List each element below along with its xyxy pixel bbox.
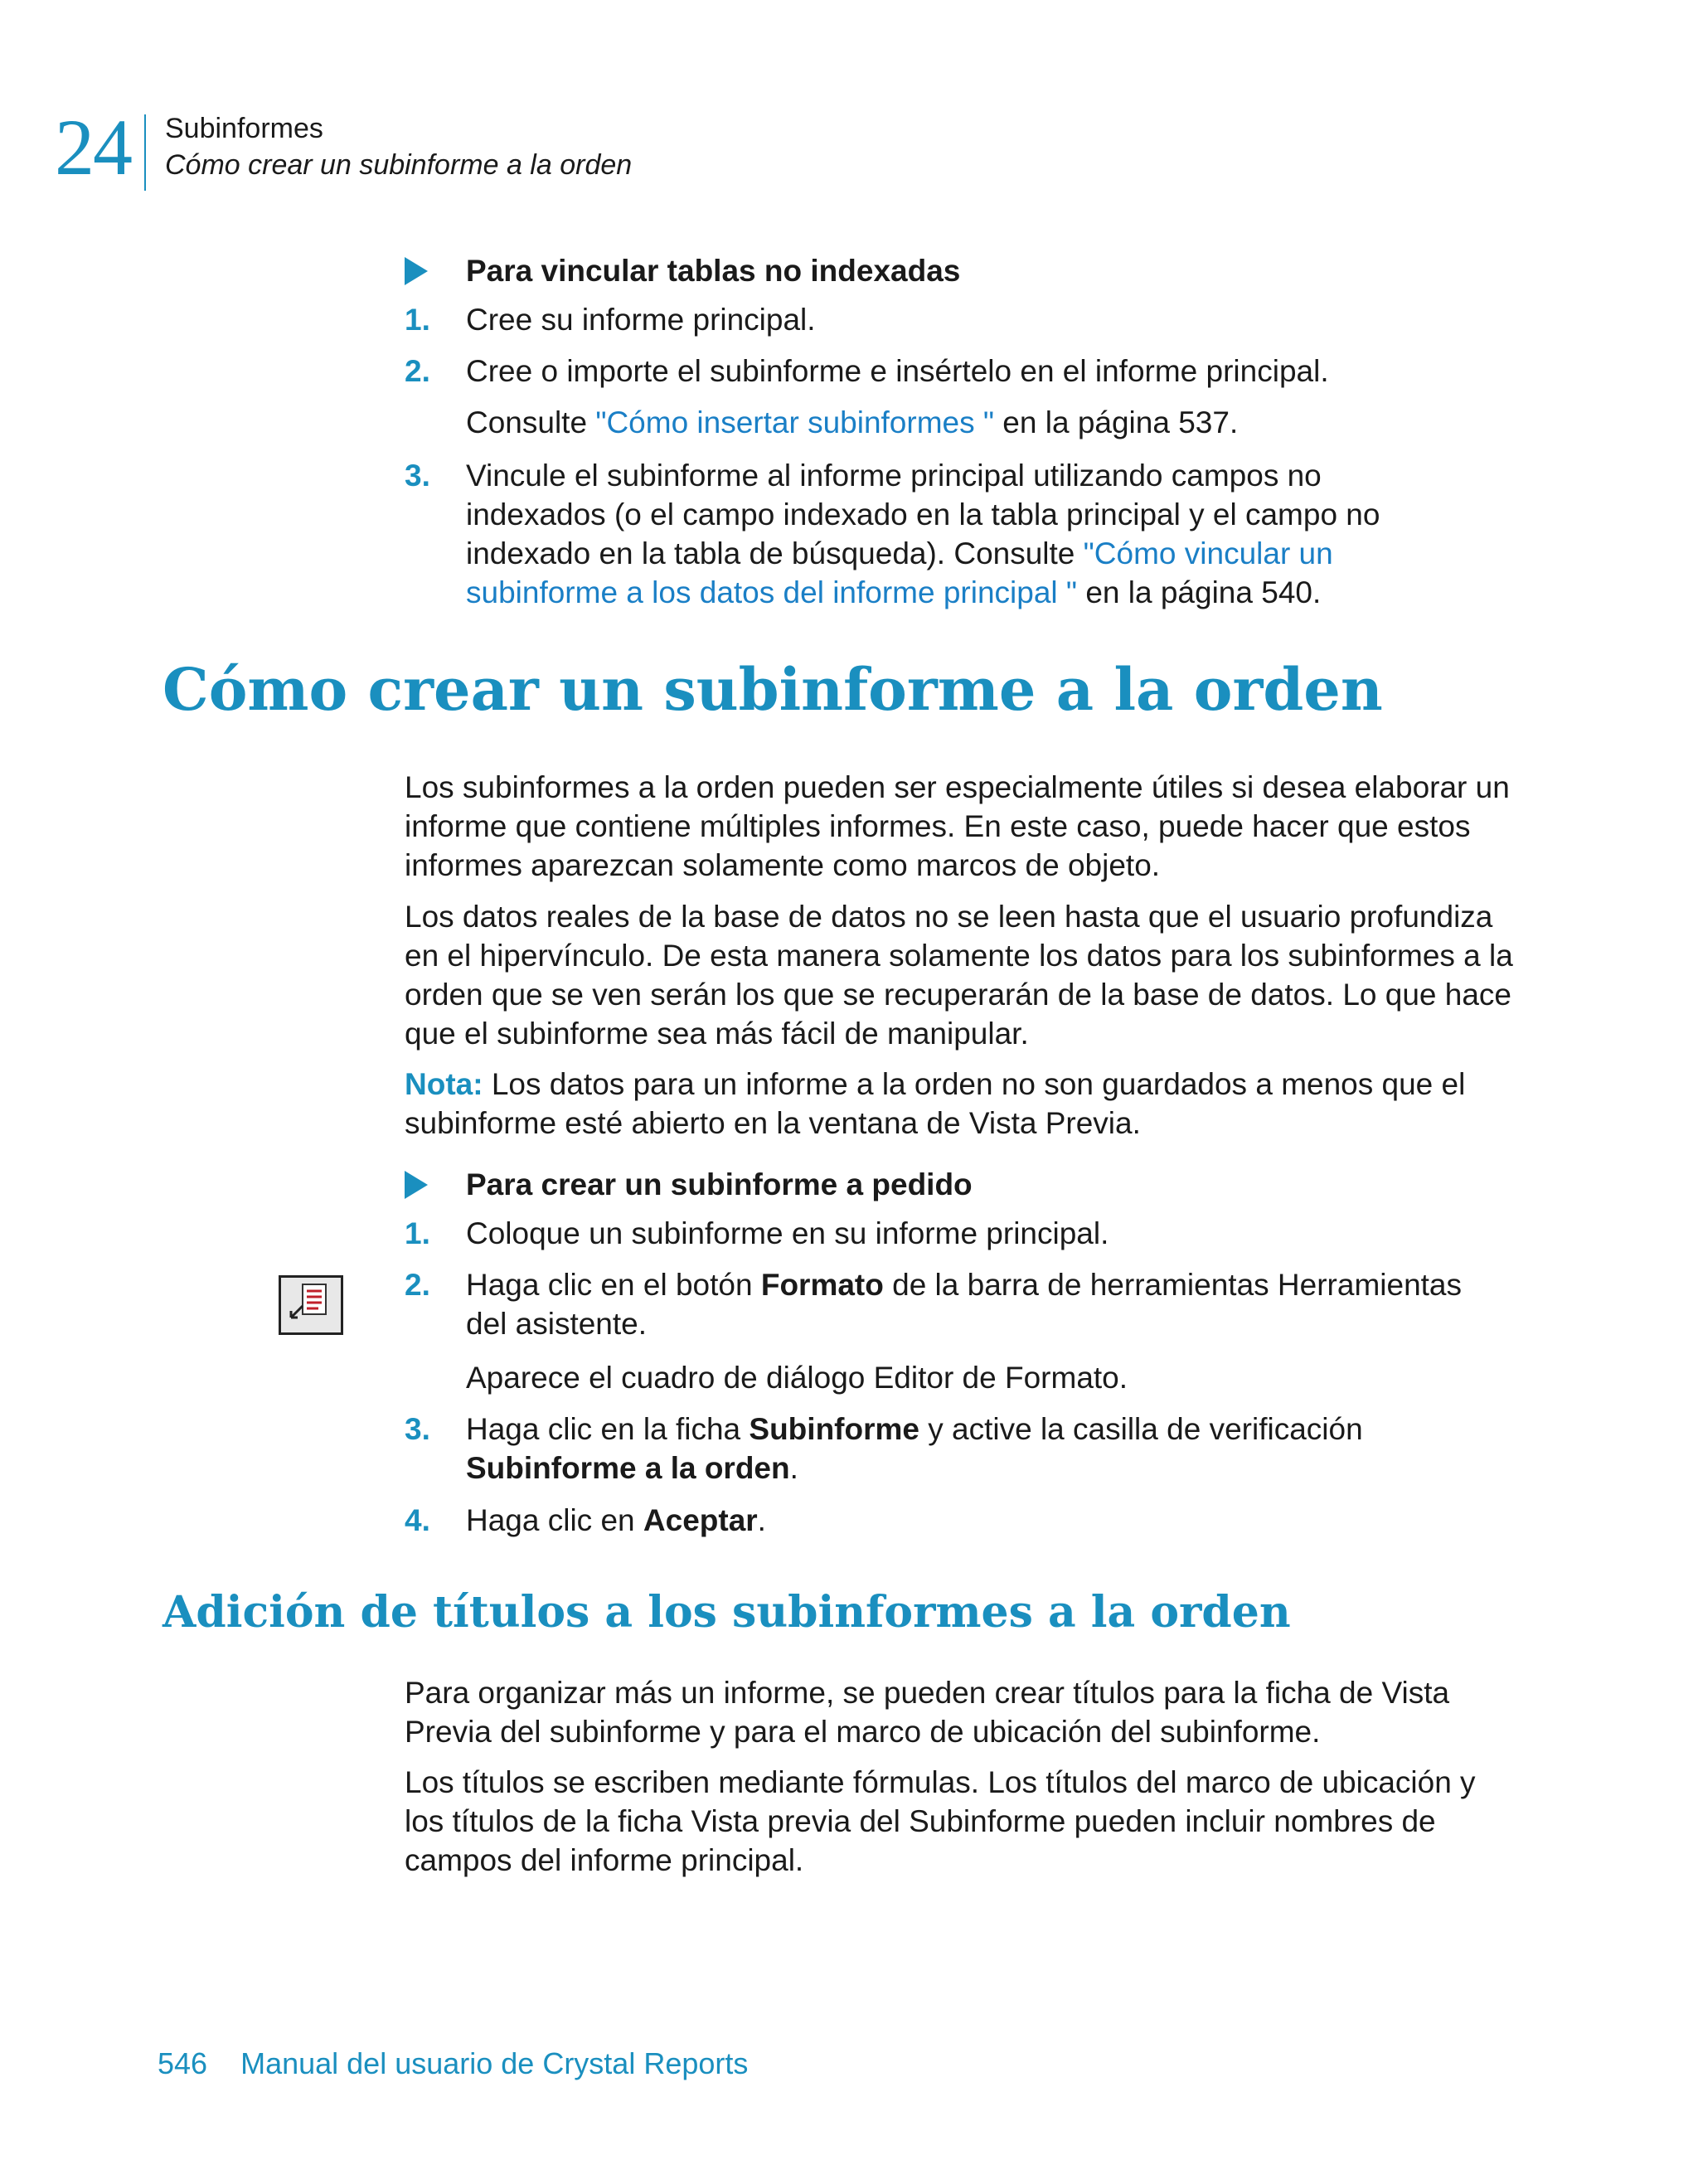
body-text — [405, 1763, 1516, 1880]
step-text: Coloque un subinforme en su informe principal. — [466, 1216, 1109, 1250]
step-text-part: . — [757, 1503, 766, 1537]
step-item — [405, 1265, 1516, 1343]
arrow-right-icon — [405, 257, 428, 285]
step-number: 3. — [405, 1412, 430, 1446]
step-text — [466, 1265, 1494, 1343]
step-text-part: . — [789, 1451, 798, 1485]
step-text — [466, 1410, 1461, 1488]
step-number: 1. — [405, 1216, 430, 1250]
cross-reference — [466, 403, 1238, 442]
paragraph: Los títulos se escriben mediante fórmulas. Los títulos del marco de ubicación y los títulos de la ficha Vista previa del Subinforme pueden incluir nombres de campos del informe principal. — [405, 1765, 1476, 1877]
paragraph: Para organizar más un informe, se pueden crear títulos para la ficha de Vista Previa del subinforme y para el marco de ubicación del subinforme. — [405, 1676, 1450, 1749]
body-text — [405, 768, 1516, 885]
subsection-heading: Adición de títulos a los subinformes a la orden — [163, 1587, 1291, 1638]
step-number: 1. — [405, 303, 430, 337]
reference-suffix: en la página 537. — [994, 405, 1239, 439]
paragraph: Los datos reales de la base de datos no se leen hasta que el usuario profundiza en el hipervínculo. De esta manera solamente los datos para los subinformes a la orden que se ven serán los que se recuperarán de la base de datos. Lo que hace que el subinforme sea más fácil de manipular. — [405, 900, 1513, 1051]
header-divider — [144, 114, 146, 191]
ui-term: Formato — [760, 1268, 884, 1302]
arrow-right-icon — [405, 1171, 428, 1199]
body-text — [405, 897, 1516, 1053]
section-title: Cómo crear un subinforme a la orden — [165, 149, 633, 181]
reference-prefix: Consulte — [466, 405, 596, 439]
page-footer — [158, 2046, 748, 2081]
procedure-heading — [405, 1167, 973, 1202]
step-number: 3. — [405, 459, 430, 493]
format-editor-icon — [279, 1275, 343, 1335]
step-text-part: en la página 540. — [1077, 575, 1322, 609]
step-number: 2. — [405, 354, 430, 388]
step-number: 2. — [405, 1268, 430, 1302]
step-item — [405, 352, 1516, 391]
step-text-part: Vincule el subinforme al informe principal utilizando campos no indexados (o el campo indexado en la tabla principal y el campo no indexado en la tabla de búsqueda). Consulte — [466, 459, 1380, 570]
step-number: 4. — [405, 1503, 430, 1537]
paragraph: Los subinformes a la orden pueden ser especialmente útiles si desea elaborar un informe que contiene múltiples informes. En este caso, puede hacer que estos informes aparezcan solamente como marcos de objeto. — [405, 770, 1510, 882]
ui-term: Subinforme — [749, 1412, 919, 1446]
step-result: Aparece el cuadro de diálogo Editor de Formato. — [466, 1361, 1128, 1395]
page-number: 546 — [158, 2046, 208, 2080]
step-text-part: y active la casilla de verificación — [919, 1412, 1363, 1446]
step-text — [466, 456, 1461, 612]
note-label: Nota: — [405, 1067, 483, 1101]
procedure-title: Para vincular tablas no indexadas — [466, 254, 961, 288]
note-text: Los datos para un informe a la orden no son guardados a menos que el subinforme esté abierto en la ventana de Vista Previa. — [405, 1067, 1466, 1140]
ui-term: Subinforme a la orden — [466, 1451, 790, 1485]
chapter-number: 24 — [55, 103, 131, 192]
step-text-part: de la barra de herramientas Herramientas del asistente. — [466, 1268, 1463, 1341]
body-text — [405, 1673, 1516, 1751]
note — [405, 1065, 1516, 1143]
procedure-heading — [405, 254, 960, 289]
step-item — [405, 1214, 1516, 1253]
step-item — [405, 456, 1516, 612]
step-text-part: Haga clic en la ficha — [466, 1412, 750, 1446]
procedure-title: Para crear un subinforme a pedido — [466, 1167, 973, 1201]
step-text — [466, 1501, 1516, 1540]
step-item — [405, 300, 1516, 339]
step-text-part: Haga clic en el botón — [466, 1268, 761, 1302]
step-text-part: Haga clic en — [466, 1503, 643, 1537]
step-item — [405, 1410, 1516, 1488]
manual-title: Manual del usuario de Crystal Reports — [240, 2046, 749, 2080]
section-heading: Cómo crear un subinforme a la orden — [163, 655, 1383, 724]
chapter-title: Subinformes — [165, 113, 323, 144]
reference-link[interactable]: "Cómo insertar subinformes " — [595, 405, 995, 439]
step-text: Cree o importe el subinforme e insértelo en el informe principal. — [466, 354, 1329, 388]
step-item — [405, 1501, 1516, 1540]
step-text: Cree su informe principal. — [466, 303, 816, 337]
ui-term: Aceptar — [643, 1503, 758, 1537]
reference-link[interactable]: "Cómo vincular un subinforme a los datos del informe principal " — [466, 536, 1333, 609]
